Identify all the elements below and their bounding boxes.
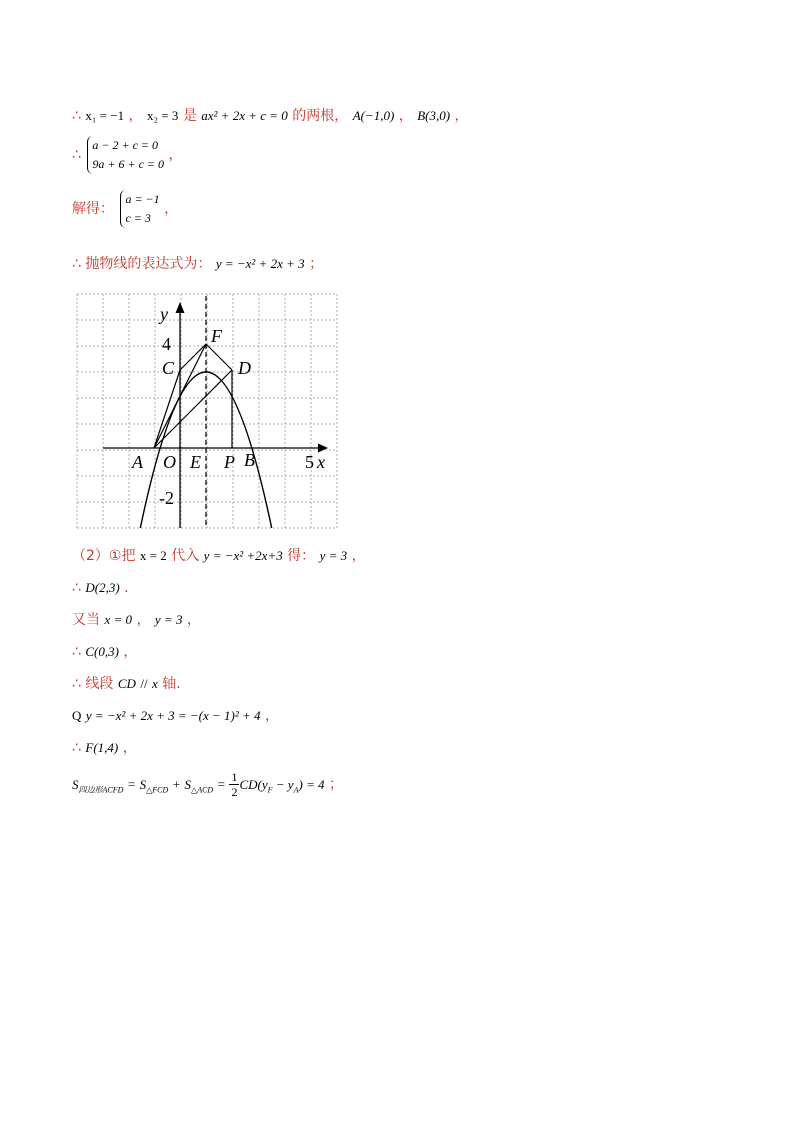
tick-neg2: -2 [159, 488, 174, 508]
punctuation: ， [122, 740, 137, 756]
grid [77, 294, 337, 528]
solution-c: c = 3 [125, 211, 151, 225]
therefore-symbol: ∴ [72, 108, 81, 124]
area-formula [239, 776, 325, 795]
segment-cd: CD [117, 676, 136, 691]
text-axis: 轴. [162, 676, 181, 692]
punctuation: ， [123, 644, 138, 660]
formula-part: CD(y [239, 776, 268, 792]
line-solution [72, 190, 178, 228]
punctuation: ， [454, 108, 469, 124]
label-e: E [190, 452, 201, 472]
therefore-symbol: ∴ [72, 580, 81, 596]
separator: ， [136, 612, 151, 628]
area-symbol: S [139, 776, 147, 792]
fraction-denominator: 2 [231, 785, 238, 799]
punctuation: ， [351, 548, 366, 564]
point-d: D(2,3) [85, 580, 120, 595]
solution-system [120, 190, 159, 228]
point-c: C(0,3) [85, 644, 119, 659]
text-is: 是 [182, 108, 197, 124]
punctuation: . [124, 580, 129, 596]
fraction-numerator: 1 [231, 770, 238, 784]
expression-label: ∴ 抛物线的表达式为： [72, 256, 212, 272]
equals-sign: = [127, 776, 136, 792]
vertex-form-expression: y = −x² + 2x + 3 = −(x − 1)² + 4 [85, 708, 261, 723]
area-subscript: △ACD [191, 785, 214, 795]
segment-ad [154, 370, 232, 448]
punctuation: ； [309, 256, 324, 272]
label-c: C [162, 358, 175, 378]
formula-part: − y [272, 776, 294, 792]
x-value: x = 2 [139, 548, 167, 563]
formula-subscript: A [293, 785, 299, 795]
system-eq-2: 9a + 6 + c = 0 [92, 157, 164, 171]
since-symbol: Q [72, 708, 82, 723]
x-zero: x = 0 [104, 612, 132, 627]
point-f: F(1,4) [85, 740, 119, 755]
therefore-symbol: ∴ [72, 644, 81, 660]
line-roots [72, 106, 469, 126]
root-2: x₂ = 3 [146, 108, 179, 123]
tick-4: 4 [162, 334, 171, 354]
label-o: O [163, 452, 176, 472]
segment-fd [206, 344, 232, 370]
point-a: A(−1,0) [352, 108, 395, 123]
label-p: P [224, 452, 235, 472]
punctuation: ， [186, 612, 201, 628]
line-when-x0 [72, 610, 201, 630]
point-b: B(3,0) [417, 108, 451, 123]
separator: ， [128, 108, 143, 124]
separator: ， [398, 108, 413, 124]
line-area [72, 770, 343, 800]
label-b: B [244, 450, 255, 470]
label-d: D [238, 358, 251, 378]
root-1: x₁ = −1 [85, 108, 125, 123]
text-substitute: 代入 [171, 548, 200, 564]
line-system [72, 136, 182, 174]
line-point-f [72, 738, 137, 758]
formula-part: ) = 4 [298, 776, 325, 792]
line-substitute [72, 546, 366, 566]
system-eq-1: a − 2 + c = 0 [92, 138, 158, 152]
line-point-c [72, 642, 137, 662]
equation-system [87, 136, 164, 174]
solution-a: a = −1 [125, 192, 160, 206]
label-x: x [317, 452, 325, 472]
parabola-graph [76, 293, 338, 529]
area-subscript: 四边形ACFD [78, 785, 124, 795]
therefore-symbol: ∴ [72, 740, 81, 756]
tick-5: 5 [305, 452, 314, 472]
fraction-half [229, 770, 239, 799]
punctuation: ； [329, 776, 344, 793]
area-triangle-acd [184, 776, 214, 795]
solve-label: 解得： [72, 201, 114, 217]
segment-cf [180, 344, 206, 370]
x-axis-name: x [152, 676, 158, 691]
punctuation: ， [164, 201, 179, 217]
line-vertex-form [72, 706, 279, 726]
area-triangle-fcd [139, 776, 169, 795]
parallel-symbol: // [140, 676, 148, 691]
parabola-expression: y = −x² + 2x + 3 [215, 256, 305, 271]
text-get: 得： [287, 548, 316, 564]
label-a: A [132, 452, 143, 472]
y-axis-arrow [176, 302, 185, 313]
equals-sign: = [217, 776, 225, 792]
area-quadrilateral [72, 776, 124, 795]
plus-sign: + [172, 776, 181, 792]
punctuation: ， [168, 147, 183, 163]
line-point-d [72, 578, 129, 598]
y-three: y = 3 [154, 612, 183, 627]
part-label: （2）①把 [72, 548, 136, 564]
label-y: y [160, 304, 168, 324]
substitute-expression: y = −x² +2x+3 [203, 548, 283, 563]
label-f: F [211, 326, 222, 346]
text-segment: 线段 [85, 676, 114, 692]
punctuation: ， [265, 708, 280, 724]
quadratic-equation: ax² + 2x + c = 0 [201, 108, 288, 123]
segment-ac [154, 370, 180, 448]
area-subscript: △FCD [146, 785, 169, 795]
line-expression [72, 254, 323, 274]
also-when-label: 又当 [72, 612, 100, 628]
text-roots: 的两根， [292, 108, 349, 124]
line-parallel [72, 674, 181, 694]
therefore-symbol: ∴ [72, 676, 81, 692]
formula-subscript: F [267, 785, 273, 795]
area-symbol: S [72, 776, 79, 792]
y-result: y = 3 [319, 548, 348, 563]
area-symbol: S [184, 776, 192, 792]
therefore-symbol: ∴ [72, 147, 81, 163]
